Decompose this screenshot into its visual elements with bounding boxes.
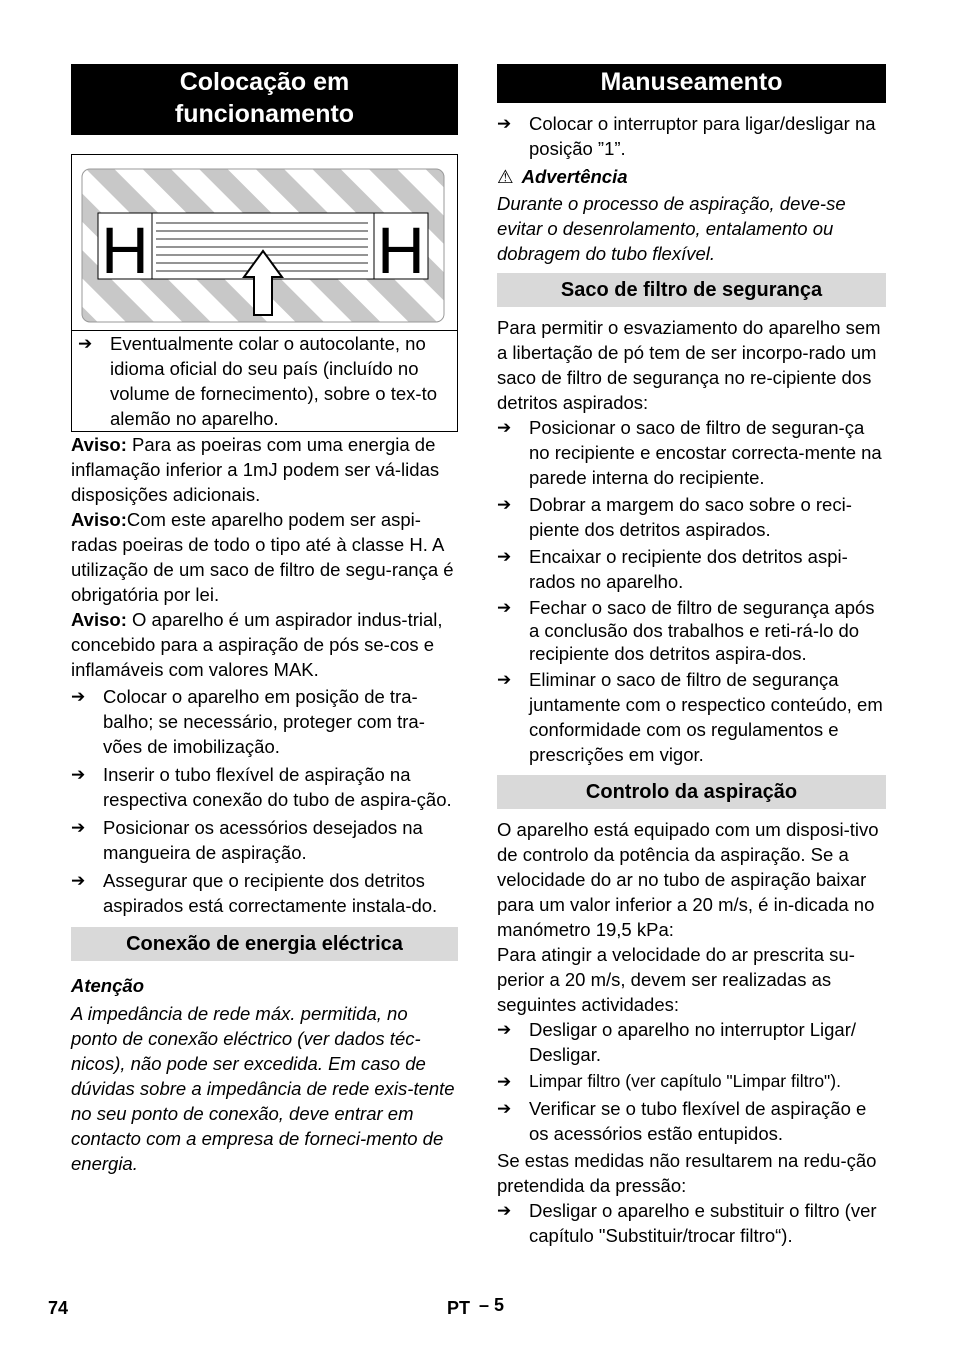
section-heading-saco-filtro: Saco de filtro de segurança [497,273,886,307]
right-column [497,64,886,1248]
arrow-right-icon: ➔ [497,598,512,617]
sticker-box [71,154,458,432]
section-heading-conexao: Conexão de energia eléctrica [71,927,458,961]
warning-icon: ⚠ [497,166,514,187]
section-heading-colocacao [71,64,458,135]
notice-3: Aviso: O aparelho é um aspirador indus-trial, concebido para a aspiração de pós se-cos e inflamáveis com valores MAK. [71,609,443,680]
arrow-right-icon: ➔ [71,687,86,706]
arrow-right-icon: ➔ [497,114,512,133]
arrow-right-icon: ➔ [71,871,86,890]
step-item: ➔ Colocar o interruptor para ligar/desligar na posição ”1”. [497,113,876,159]
arrow-right-icon: ➔ [497,495,512,514]
arrow-right-icon: ➔ [497,1072,512,1091]
footer-language: PT – 5 [447,1295,505,1318]
step-item: ➔ Dobrar a margem do saco sobre o reci-piente dos detritos aspirados. [497,494,852,540]
notice-1: Aviso: Para as poeiras com uma energia de inflamação inferior a 1mJ podem ser vá-lidas disposições adicionais. [71,434,440,505]
step-item: ➔ Eliminar o saco de filtro de segurança juntamente com o respectico conteúdo, em conformidade com os regulamentos e prescrições em vigor. [497,669,883,765]
arrow-right-icon: ➔ [497,1020,512,1039]
sticker-letter-right: H [377,213,425,287]
heading-line-2: funcionamento [174,100,355,128]
step-item: ➔ Colocar o aparelho em posição de tra-balho; se necessário, proteger com tra-vões de imobilização. [71,686,425,757]
arrow-right-icon: ➔ [497,670,512,689]
warning-text: Durante o processo de aspiração, deve-se evitar o desenrolamento, entalamento ou dobragem do tubo flexível. [497,193,846,264]
sticker-tip-text: Eventualmente colar o autocolante, no idioma oficial do seu país (incluído no volume de fornecimento), sobre o tex-to alemão no aparelho. [110,333,437,429]
step-item: ➔ Desligar o aparelho e substituir o filtro (ver capítulo "Substituir/trocar filtro“). [497,1200,877,1246]
arrow-right-icon: ➔ [78,334,93,353]
step-item: ➔ Verificar se o tubo flexível de aspiração e os acessórios estão entupidos. [497,1098,867,1144]
step-item: ➔ Fechar o saco de filtro de segurança após a conclusão dos trabalhos e reti-rá-lo do recipiente dos detritos aspira-dos. [497,597,875,664]
notice-2: Aviso:Com este aparelho podem ser aspi-radas poeiras de todo o tipo até à classe H. A utilização de um saco de filtro de segu-rança é obrigatória por lei. [71,509,454,605]
hazard-sticker-image [72,155,457,330]
attention-title: Atenção [71,975,144,996]
sticker-tip [72,331,457,431]
arrow-right-icon: ➔ [497,418,512,437]
step-item: ➔ Limpar filtro (ver capítulo "Limpar filtro"). [497,1069,886,1094]
arrow-right-icon: ➔ [497,1099,512,1118]
left-column [71,64,458,1176]
attention-text: A impedância de rede máx. permitida, no ponto de conexão eléctrico (ver dados téc-nicos), não pode ser excedida. Em caso de dúvidas sobre a impedância de rede exis-tente no seu ponto de conexão, deve entrar em contacto com a empresa de forneci-mento de energia. [71,1003,455,1174]
step-item: ➔ Inserir o tubo flexível de aspiração na respectiva conexão do tubo de aspira-ção. [71,764,452,810]
step-item: ➔ Encaixar o recipiente dos detritos aspi-rados no aparelho. [497,546,848,592]
step-item: ➔ Posicionar o saco de filtro de seguran-ça no recipiente e encostar correcta-mente na parede interna do recipiente. [497,417,882,488]
step-item: ➔ Posicionar os acessórios desejados na mangueira de aspiração. [71,817,423,863]
section2-para3: Se estas medidas não resultarem na redu-ção pretendida da pressão: [497,1150,877,1196]
arrow-right-icon: ➔ [71,765,86,784]
arrow-right-icon: ➔ [497,547,512,566]
sticker-letter-left: H [101,213,149,287]
arrow-right-icon: ➔ [71,818,86,837]
step-item: ➔ Desligar o aparelho no interruptor Ligar/ Desligar. [497,1019,857,1065]
arrow-right-icon: ➔ [497,1201,512,1220]
section2-para1: O aparelho está equipado com um disposi-tivo de controlo da potência da aspiração. Se a velocidade do ar no tubo de aspiração baixar para um valor inferior a 20 m/s, é in-dicada no manómetro 19,5 kPa: [497,819,879,940]
warning-title: ⚠ Advertência [497,166,628,187]
section-heading-manuseamento: Manuseamento [497,64,886,103]
section1-intro: Para permitir o esvaziamento do aparelho sem a libertação de pó tem de ser incorpo-rado um saco de filtro de segurança no re-cipiente dos detritos aspirados: [497,317,881,413]
page-number: 74 [48,1298,69,1318]
step-item: ➔ Assegurar que o recipiente dos detritos aspirados está correctamente instala-do. [71,870,438,916]
section2-para2: Para atingir a velocidade do ar prescrita su-perior a 20 m/s, devem ser realizadas as seguintes actividades: [497,944,855,1015]
sticker-illustration [72,155,457,331]
heading-line-1: Colocação em [179,68,350,96]
section-heading-controlo: Controlo da aspiração [497,775,886,809]
